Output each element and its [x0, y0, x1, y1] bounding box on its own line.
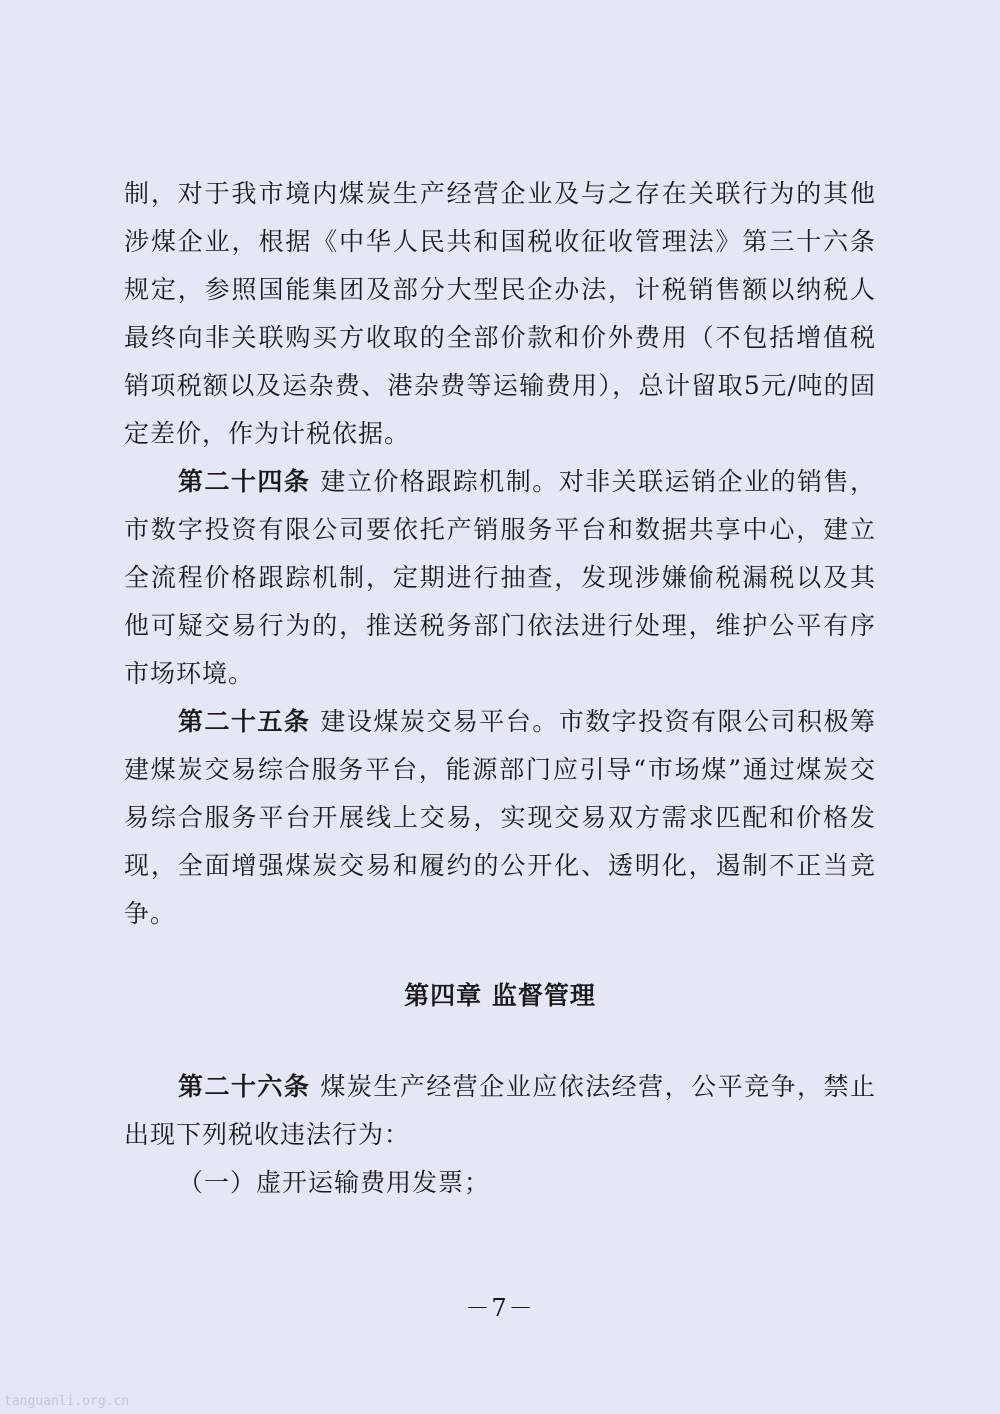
- article-24-text: 建立价格跟踪机制。对非关联运销企业的销售，市数字投资有限公司要依托产销服务平台和数据共享中心，建立全流程价格跟踪机制，定期进行抽查，发现涉嫌偷税漏税以及其他可疑交易行为的，推送税务部门依法进行处理，维护公平有序市场环境。: [124, 467, 876, 688]
- article-24-label: 第二十四条: [178, 467, 311, 496]
- body-text-upper: [124, 170, 876, 938]
- article-26-label: 第二十六条: [178, 1072, 311, 1101]
- continuation-paragraph: 制，对于我市境内煤炭生产经营企业及与之存在关联行为的其他涉煤企业，根据《中华人民共和国税收征收管理法》第三十六条规定，参照国能集团及部分大型民企办法，计税销售额以纳税人最终向非关联购买方收取的全部价款和价外费用（不包括增值税销项税额以及运杂费、港杂费等运输费用），总计留取5元/吨的固定差价，作为计税依据。: [124, 179, 876, 448]
- body-text-lower: [124, 1063, 876, 1207]
- page-number: －7－: [465, 1294, 535, 1322]
- article-25-label: 第二十五条: [178, 707, 311, 736]
- article-26-paragraph: [124, 1063, 876, 1159]
- article-25-text: 建设煤炭交易平台。市数字投资有限公司积极筹建煤炭交易综合服务平台，能源部门应引导“市场煤”通过煤炭交易综合服务平台开展线上交易，实现交易双方需求匹配和价格发现，全面增强煤炭交易和履约的公开化、透明化，遏制不正当竞争。: [124, 707, 876, 928]
- watermark-text: tanguanli.org.cn: [4, 1394, 130, 1409]
- chapter-title: 第四章 监督管理: [404, 981, 596, 1010]
- article-25-paragraph: [124, 698, 876, 938]
- article-24-paragraph: [124, 458, 876, 698]
- list-item-1: （一）虚开运输费用发票；: [178, 1168, 491, 1197]
- article-26-text: 煤炭生产经营企业应依法经营，公平竞争，禁止出现下列税收违法行为：: [124, 1072, 876, 1149]
